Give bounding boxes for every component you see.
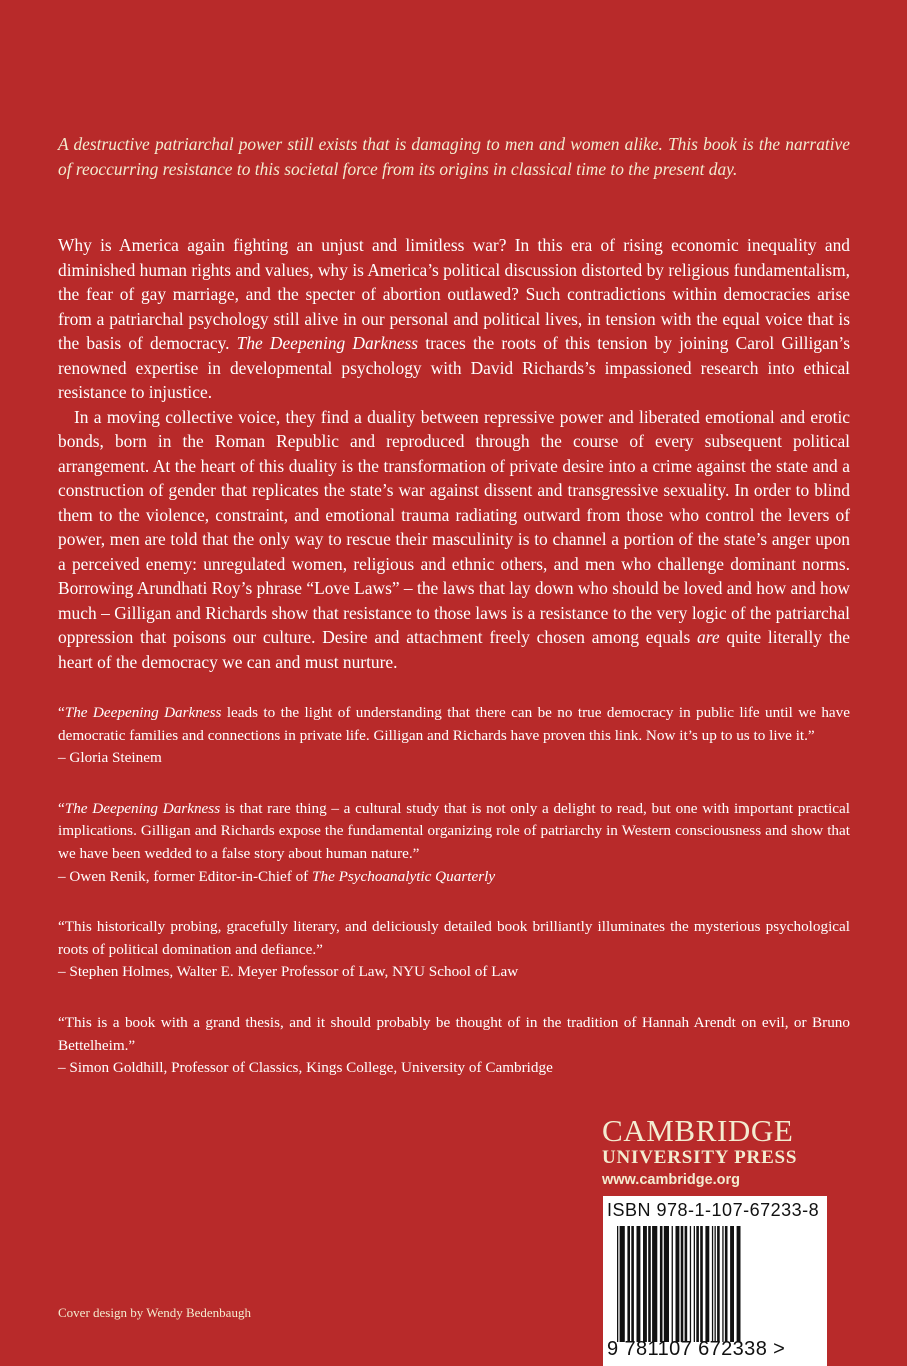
barcode-bar	[627, 1226, 630, 1342]
blurb-quote: “The Deepening Darkness is that rare thing – a cultural study that is not only a delight to read, but one with important practical implications. Gilligan and Richards expose the fundamental organizing role of patriarchy in Western consciousness and show that we have been wedded to a false story about human nature.”	[58, 799, 850, 862]
emphasis: are	[697, 627, 720, 647]
barcode-bar	[730, 1226, 734, 1342]
blurb-quote: “The Deepening Darkness leads to the light of understanding that there can be no true democracy in public life until we have democratic families and connections in private life. Gilligan and Richards have proven this link. Now it’s up to us to live it.”	[58, 704, 850, 744]
barcode-bar	[676, 1226, 680, 1342]
barcode-bar	[648, 1226, 651, 1342]
barcode-bar	[722, 1226, 723, 1342]
isbn-number: ISBN 978-1-107-67233-8	[607, 1200, 820, 1220]
barcode-bar	[660, 1226, 663, 1342]
barcode-bar	[700, 1226, 703, 1342]
tagline: A destructive patriarchal power still exists that is damaging to men and women alike. This book is the narrative of reoccurring resistance to this societal force from its origins in classical time to the present day.	[58, 134, 850, 179]
blurb-goldhill	[58, 1012, 850, 1080]
blurb-attribution: – Owen Renik, former Editor-in-Chief of The Psychoanalytic Quarterly	[58, 867, 496, 885]
barcode-bar	[725, 1226, 728, 1342]
review-blurbs	[58, 702, 850, 1108]
barcode-bar	[620, 1226, 625, 1342]
barcode-bar	[737, 1226, 741, 1342]
publisher-logo	[602, 1115, 832, 1189]
barcode-bar	[694, 1226, 695, 1342]
barcode-bar	[685, 1226, 688, 1342]
blurb-steinem	[58, 702, 850, 770]
blurb-quote: “This is a book with a grand thesis, and it should probably be thought of in the tradition of Hannah Arendt on evil, or Bruno Bettelheim.”	[58, 1013, 850, 1054]
blurb-quote: “This historically probing, gracefully literary, and deliciously detailed book brilliantly illuminates the mysterious psychological roots of political domination and defiance.”	[58, 918, 850, 958]
publisher-name: CAMBRIDGE	[602, 1113, 794, 1148]
barcode-bar	[637, 1226, 641, 1342]
barcode-bar	[705, 1226, 709, 1342]
barcode-bar	[690, 1226, 691, 1342]
description	[58, 233, 850, 674]
description-paragraph-2: In a moving collective voice, they find a duality between repressive power and liberated emotional and erotic bonds, born in the Roman Republic and reproduced through the course of every subsequent political arrangement. At the heart of this duality is the transformation of private desire into a crime against the state and a construction of gender that replicates the state’s war against dissent and transgressive sexuality. In order to blind them to the violence, constraint, and emotional trauma radiating outward from those who control the levers of power, men are told that the only way to rescue their masculinity is to channel a portion of the state’s anger upon a perceived enemy: unregulated women, religious and ethnic others, and men who challenge dominant norms. Borrowing Arundhati Roy’s phrase “Love Laws” – the laws that lay down who should be loved and how and how much – Gilligan and Richards show that resistance to those laws is a resistance to the very logic of the patriarchal oppression that poisons our culture. Desire and attachment freely chosen among equals are quite literally the heart of the democracy we can and must nurture.	[58, 406, 850, 672]
blurb-attribution: – Stephen Holmes, Walter E. Meyer Professor of Law, NYU School of Law	[58, 963, 519, 981]
isbn-barcode	[603, 1196, 827, 1366]
barcode-digits: 9 781107 672338 >	[607, 1338, 786, 1360]
barcode-bar	[717, 1226, 720, 1342]
barcode-bar	[643, 1226, 647, 1342]
blurb-holmes	[58, 916, 850, 984]
barcode-bar	[672, 1226, 673, 1342]
barcode-bar	[664, 1226, 669, 1342]
blurb-renik	[58, 798, 850, 888]
barcode-bar	[715, 1226, 716, 1342]
description-paragraph-1: Why is America again fighting an unjust and limitless war? In this era of rising economic inequality and diminished human rights and values, why is America’s political discussion distorted by religious fundamentalism, the fear of gay marriage, and the specter of abortion outlawed? Such contradictions within democracies arise from a patriarchal psychology still alive in our personal and political lives, in tension with the equal voice that is the basis of democracy. The Deepening Darkness traces the roots of this tension by joining Carol Gilligan’s renowned expertise in developmental psychology with David Richards’s impassioned research into ethical resistance to injustice.	[58, 235, 850, 402]
barcode-bar	[652, 1226, 657, 1342]
blurb-attribution: – Simon Goldhill, Professor of Classics, Kings College, University of Cambridge	[58, 1059, 553, 1077]
barcode-bar	[617, 1226, 618, 1342]
barcode-bars	[609, 1226, 823, 1342]
blurb-attribution: – Gloria Steinem	[58, 749, 162, 767]
barcode-bar	[681, 1226, 684, 1342]
publisher-press: UNIVERSITY PRESS	[602, 1147, 798, 1168]
barcode-bar	[631, 1226, 634, 1342]
publisher-url: www.cambridge.org	[602, 1172, 741, 1188]
barcode-bar	[712, 1226, 713, 1342]
barcode-bar	[696, 1226, 699, 1342]
cover-design-credit: Cover design by Wendy Bedenbaugh	[58, 1305, 251, 1320]
book-title: The Deepening Darkness	[236, 333, 419, 353]
